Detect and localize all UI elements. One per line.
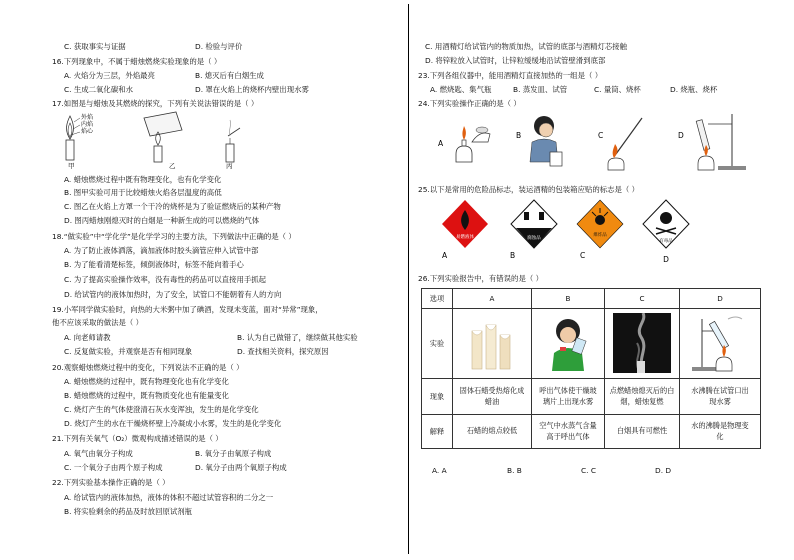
- line-q18: 18.“做实验”中“学化学”是化学学习的主要方法，下列做法中正确的是（ ）: [52, 232, 296, 241]
- line-q19bb: B. 认为自己做错了，继续做其他实验: [237, 333, 358, 342]
- q17-layer-outer: 外焰: [81, 114, 94, 121]
- line-q18a: A. 为了防止液体洒落，滴加液体时胶头滴管应伸入试管中部: [64, 246, 259, 255]
- line-q21b: B. 氧分子由氧原子构成: [195, 449, 272, 458]
- q24-opt-b: B: [516, 131, 522, 140]
- q25-hazard-signs: [440, 196, 720, 264]
- q26-header-b: B: [532, 289, 605, 309]
- q26-answer-a: A. A: [432, 466, 447, 475]
- line-q23a: A. 燃烧匙、集气瓶: [430, 85, 492, 94]
- q17-fig-jia: 甲: [68, 162, 75, 170]
- q26-header-d: D: [680, 289, 761, 309]
- sign-flammable-liquid: [442, 200, 488, 248]
- line-q20b: B. 蜡烛燃烧的过程中，既有物质变化也有能量变化: [64, 391, 229, 400]
- q26-answer-b: B. B: [507, 466, 522, 475]
- q26-exp-c: 白烟具有可燃性: [605, 415, 680, 449]
- smoke-illustration: [613, 313, 671, 373]
- q26-exp-a: 石蜡的熔点较低: [453, 415, 532, 449]
- q24-opt-d: D: [678, 131, 684, 140]
- line-q21: 21.下列有关氧气（O₂）微观构成描述错误的是（ ）: [52, 434, 223, 443]
- q25-opt-c: C: [580, 251, 586, 260]
- line-q15d: D. 检验与评价: [195, 42, 243, 51]
- svg-text:腐蚀品: 腐蚀品: [527, 236, 541, 241]
- line-q15c: C. 获取事实与证据: [64, 42, 126, 51]
- line-q23c: C. 量筒、烧杯: [594, 85, 641, 94]
- q26-img-a: [453, 309, 532, 379]
- q25-opt-d: D: [663, 255, 669, 264]
- column-divider: [408, 4, 409, 554]
- svg-text:有毒品: 有毒品: [659, 239, 673, 244]
- line-q20c: C. 烧灯产生的气体使澄清石灰水变浑浊，发生的是化学变化: [64, 405, 259, 414]
- line-q16c: C. 生成二氧化碳和水: [64, 85, 133, 94]
- q24-opt-a: A: [438, 139, 444, 148]
- line-q22: 22.下列实验基本操作正确的是（ ）: [52, 478, 170, 487]
- line-q21a: A. 氧气由氧分子构成: [64, 449, 133, 458]
- line-q20a: A. 蜡烛燃烧的过程中，既有物理变化也有化学变化: [64, 377, 229, 386]
- line-q17a: A. 蜡烛燃烧过程中既有物理变化，也有化学变化: [64, 175, 222, 184]
- svg-text:易燃液体: 易燃液体: [456, 235, 474, 240]
- q17-layer-core: 焰心: [81, 128, 94, 135]
- line-q18b: B. 为了能看清楚标签，倾倒液体时，标签不能向着手心: [64, 260, 244, 269]
- line-q22a: A. 给试管内的液体加热，液体的体积不超过试管容积的二分之一: [64, 493, 274, 502]
- line-q18c: C. 为了提高实验操作效率，没有毒性的药品可以直接用手抓起: [64, 275, 267, 284]
- q26-row-experiment: 实验: [422, 309, 453, 379]
- q26-header-option: 选项: [422, 289, 453, 309]
- q26-img-c: [605, 309, 680, 379]
- q25-opt-b: B: [510, 251, 516, 260]
- q26-obs-c: 点燃蜡烛熄灭后的白烟，蜡烛复燃: [605, 379, 680, 415]
- candles-illustration: [462, 313, 522, 373]
- line-q19b: 他不应该采取的做法是（ ）: [52, 318, 144, 327]
- line-q22c: C. 用酒精灯给试管内的物质加热，试管的底部与酒精灯芯接触: [425, 42, 628, 51]
- line-q16a: A. 火焰分为三层，外焰最亮: [64, 71, 155, 80]
- q26-header-c: C: [605, 289, 680, 309]
- q26-img-b: [532, 309, 605, 379]
- svg-text:爆炸品: 爆炸品: [593, 233, 607, 238]
- line-q24: 24.下列实验操作正确的是（ ）: [418, 99, 521, 108]
- q17-fig-bing: 丙: [226, 162, 233, 170]
- q17-layer-inner: 内焰: [81, 121, 94, 128]
- q26-row-explanation: 解释: [422, 415, 453, 449]
- q26-obs-d: 水沸腾在试管口出现水雾: [680, 379, 761, 415]
- q17-fig-yi: 乙: [169, 162, 176, 170]
- line-q16b: B. 熄灭后有白烟生成: [195, 71, 264, 80]
- line-q17c: C. 图乙在火焰上方罩一个干冷的烧杯是为了验证燃烧后的某种产物: [64, 202, 281, 211]
- line-q19c: C. 反复做实验，并观察是否有相同现象: [64, 347, 193, 356]
- girl-breathing-illustration: [540, 313, 596, 373]
- q26-exp-b: 空气中水蒸气含量高于呼出气体: [532, 415, 605, 449]
- line-q22b: B. 将实验剩余的药品及时放回原试剂瓶: [64, 507, 193, 516]
- line-q17: 17.如图是与蜡烛及其燃烧的探究，下列有关说法错误的是（ ）: [52, 99, 259, 108]
- q17-candle-figures: [58, 108, 248, 170]
- line-q22d: D. 将锌粒放入试管时，让锌粒缓缓地沿试管壁滑到底部: [425, 56, 606, 65]
- q26-answer-c: C. C: [581, 466, 597, 475]
- line-q16: 16.下列现象中，不属于蜡烛燃烧实验现象的是（ ）: [52, 57, 222, 66]
- sign-explosive: [577, 200, 623, 248]
- heating-tube-illustration: [688, 313, 752, 373]
- q26-answer-d: D. D: [655, 466, 672, 475]
- sign-toxic: [643, 200, 689, 248]
- q26-img-d: [680, 309, 761, 379]
- sign-corrosive: [511, 200, 557, 248]
- line-q20: 20.观察蜡烛燃烧过程中的变化，下列说法不正确的是（ ）: [52, 363, 244, 372]
- line-q19a: A. 向老师请教: [64, 333, 111, 342]
- q26-header-a: A: [453, 289, 532, 309]
- q24-figures: [432, 112, 752, 174]
- q26-obs-a: 固体石蜡受热熔化成蜡油: [453, 379, 532, 415]
- q25-opt-a: A: [442, 251, 448, 260]
- q26-title: 26.下列实验报告中，有错误的是（ ）: [418, 274, 543, 283]
- line-q25: 25.以下是常用的危险品标志，装运酒精的包装箱应贴的标志是（ ）: [418, 185, 640, 194]
- q26-obs-b: 呼出气体使干燥玻璃片上出现水雾: [532, 379, 605, 415]
- q26-exp-d: 水的沸腾是物理变化: [680, 415, 761, 449]
- line-q19: 19.小军同学做实验时，向热的大米粥中加了碘酒，发现未变蓝，面对“异常”现象，: [52, 305, 323, 314]
- line-q19d: D. 查找相关资料，探究原因: [237, 347, 329, 356]
- line-q23b: B. 蒸发皿、试管: [513, 85, 568, 94]
- line-q23: 23.下列各组仪器中，能用酒精灯直接加热的一组是（ ）: [418, 71, 603, 80]
- line-q18d: D. 给试管内的液体加热时，为了安全，试管口不能朝着有人的方向: [64, 290, 282, 299]
- line-q17b: B. 图甲实验可用于比较蜡烛火焰各层温度的高低: [64, 188, 222, 197]
- line-q20d: D. 烧灯产生的水在干燥烧杯壁上冷凝成小水雾，发生的是化学变化: [64, 419, 282, 428]
- q24-opt-c: C: [598, 131, 604, 140]
- line-q21d: D. 氧分子由两个氧原子构成: [195, 463, 287, 472]
- q26-row-phenomenon: 现象: [422, 379, 453, 415]
- line-q17d: D. 图丙蜡烛刚熄灭时的白烟是一种新生成的可以燃烧的气体: [64, 216, 260, 225]
- line-q21c: C. 一个氧分子由两个原子构成: [64, 463, 163, 472]
- q26-report-table: [421, 288, 761, 449]
- line-q23d: D. 烧瓶、烧杯: [670, 85, 718, 94]
- line-q16d: D. 罩在火焰上的烧杯内壁出现水雾: [195, 85, 309, 94]
